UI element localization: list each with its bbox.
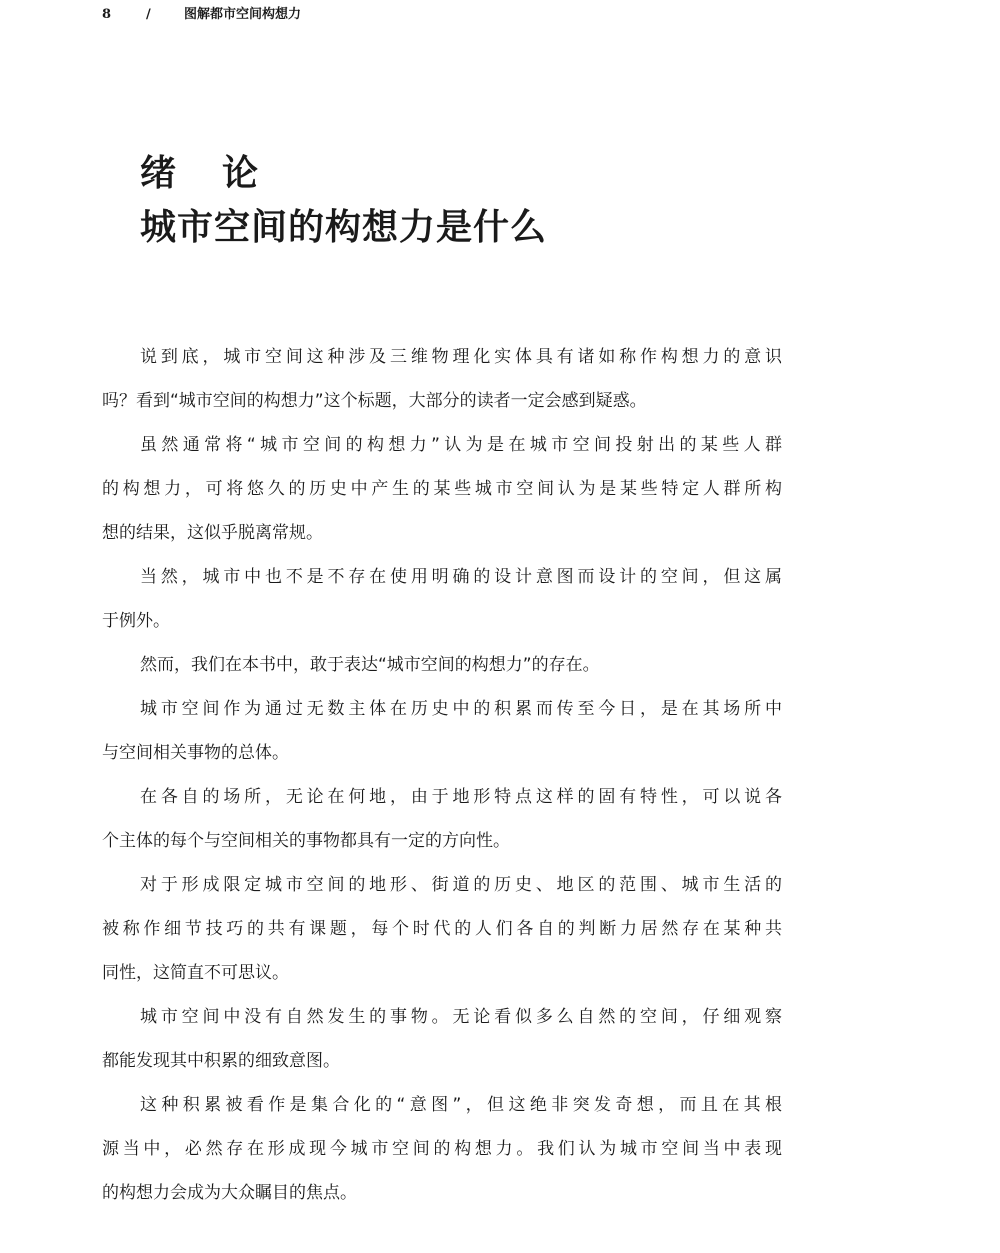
text-line: 于例外。: [102, 611, 170, 631]
text-line: 说到底，城市空间这种涉及三维物理化实体具有诸如称作构想力的意识: [140, 347, 782, 367]
text-line: 都能发现其中积累的细致意图。: [102, 1051, 340, 1071]
text-line: 吗？看到“城市空间的构想力”这个标题，大部分的读者一定会感到疑惑。: [102, 391, 647, 411]
text-line: 同性，这简直不可思议。: [102, 963, 289, 983]
header-separator: /: [146, 7, 151, 22]
text-line: 对于形成限定城市空间的地形、街道的历史、地区的范围、城市生活的: [140, 875, 782, 895]
text-line: 想的结果，这似乎脱离常规。: [102, 523, 323, 543]
text-line: 被称作细节技巧的共有课题，每个时代的人们各自的判断力居然存在某种共: [102, 919, 782, 939]
body-text: [102, 335, 782, 1215]
text-line: 源当中，必然存在形成现今城市空间的构想力。我们认为城市空间当中表现: [102, 1139, 782, 1159]
text-line: 的构想力会成为大众瞩目的焦点。: [102, 1183, 357, 1203]
text-line: 在各自的场所，无论在何地，由于地形特点这样的固有特性，可以说各: [140, 787, 782, 807]
text-line: 与空间相关事物的总体。: [102, 743, 289, 763]
text-line: 这种积累被看作是集合化的“意图”，但这绝非突发奇想，而且在其根: [140, 1095, 782, 1115]
chapter-label: 绪论: [140, 152, 305, 194]
text-line: 虽然通常将“城市空间的构想力”认为是在城市空间投射出的某些人群: [140, 435, 782, 455]
text-line: 城市空间中没有自然发生的事物。无论看似多么自然的空间，仔细观察: [140, 1007, 782, 1027]
text-line: 城市空间作为通过无数主体在历史中的积累而传至今日，是在其场所中: [140, 699, 782, 719]
chapter-title: 城市空间的构想力是什么: [140, 206, 548, 248]
text-line: 个主体的每个与空间相关的事物都具有一定的方向性。: [102, 831, 510, 851]
running-header: [102, 6, 301, 24]
chapter-heading: [140, 146, 547, 254]
page-number: 8: [102, 7, 112, 22]
text-line: 的构想力，可将悠久的历史中产生的某些城市空间认为是某些特定人群所构: [102, 479, 782, 499]
text-line: 然而，我们在本书中，敢于表达“城市空间的构想力”的存在。: [140, 655, 600, 675]
book-title: 图解都市空间构想力: [184, 7, 302, 22]
text-line: 当然，城市中也不是不存在使用明确的设计意图而设计的空间，但这属: [140, 567, 782, 587]
